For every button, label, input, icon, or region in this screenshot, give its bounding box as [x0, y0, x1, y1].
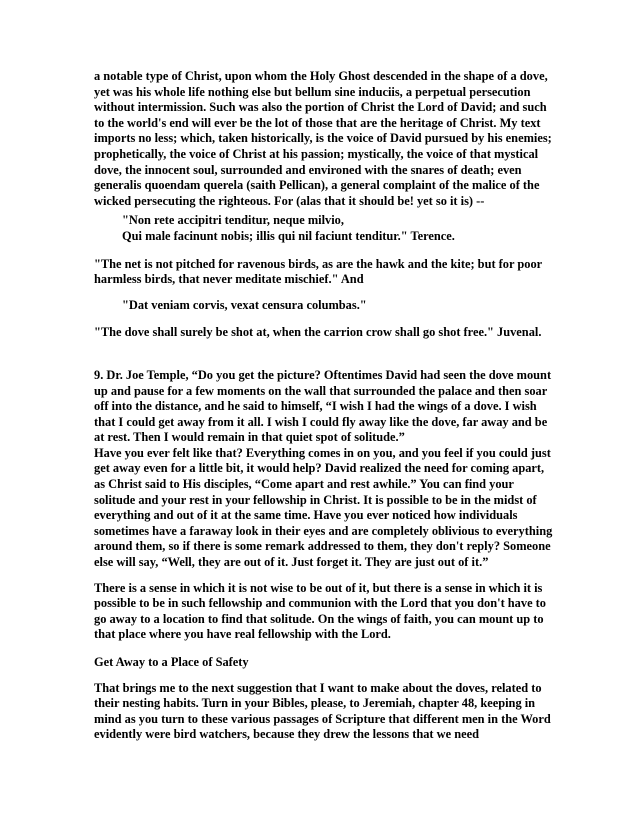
document-page	[94, 69, 554, 743]
paragraph-net: "The net is not pitched for ravenous birds, as are the hawk and the kite; but for poor harmless birds, that never meditate mischief." And	[94, 256, 542, 287]
verse-line-2: Qui male facinunt nobis; illis qui nil faciunt tenditur." Terence.	[122, 228, 455, 243]
paragraph-joe-temple: 9. Dr. Joe Temple, “Do you get the picture? Oftentimes David had seen the dove mount up and pause for a few moments on the wall that surrounded the palace and then soar off into the distance, and he said to himself, “I wish I had the wings of a dove. I wish that I could get away from it all. I wish I could fly away like the dove, far away and be at rest. Then I would remain in that quiet spot of solitude.”	[94, 367, 552, 445]
paragraph-dove-shot: "The dove shall surely be shot at, when the carrion crow shall go shot free." Juvenal.	[94, 325, 542, 340]
latin-verse-juvenal: "Dat veniam corvis, vexat censura columbas."	[122, 297, 367, 312]
paragraph-persecution: a notable type of Christ, upon whom the Holy Ghost descended in the shape of a dove, yet was his whole life nothing else but bellum sine induciis, a perpetual persecution without intermission. Such was also the portion of Christ the Lord of David; and such to the world's end will ever be the lot of those that are the heritage of Christ. My text imports no less; which, taken historically, is the voice of David pursued by his enemies; prophetically, the voice of Christ at his passion; mystically, the voice of that mystical dove, the innocent soul, surrounded and environed with the snares of death; even generalis quoendam querela (saith Pellican), a general complaint of the malice of the wicked persecuting the righteous. For (alas that it should be! yet so it is) --	[94, 69, 552, 208]
verse-line-1: "Non rete accipitri tenditur, neque milvio,	[122, 213, 344, 228]
paragraph-nesting: That brings me to the next suggestion that I want to make about the doves, related to their nesting habits. Turn in your Bibles, please, to Jeremiah, chapter 48, keeping in mind as you turn to these various passages of Scripture that different men in the Word evidently were bird watchers, because they drew the lessons that we need	[94, 680, 551, 742]
paragraph-sense: There is a sense in which it is not wise to be out of it, but there is a sense in which it is possible to be in such fellowship and communion with the Lord that you don't have to go away to a location to find that solitude. On the wings of faith, you can mount up to that place where you have real fellowship with the Lord.	[94, 580, 546, 642]
latin-verse-terence	[122, 213, 554, 244]
section-heading: Get Away to a Place of Safety	[94, 655, 249, 669]
paragraph-felt-like-that: Have you ever felt like that? Everything comes in on you, and you feel if you could just get away even for a little bit, it would help? David realized the need for coming apart, as Christ said to His disciples, “Come apart and rest awhile.” You can find your solitude and your rest in your fellowship in Christ. It is possible to be in the midst of everything and out of it at the same time. Have you ever noticed how individuals sometimes have a faraway look in their eyes and are completely oblivious to everything around them, so if there is some remark addressed to them, they don't reply? Someone else will say, “Well, they are out of it. Just forget it. They are just out of it.”	[94, 445, 553, 570]
